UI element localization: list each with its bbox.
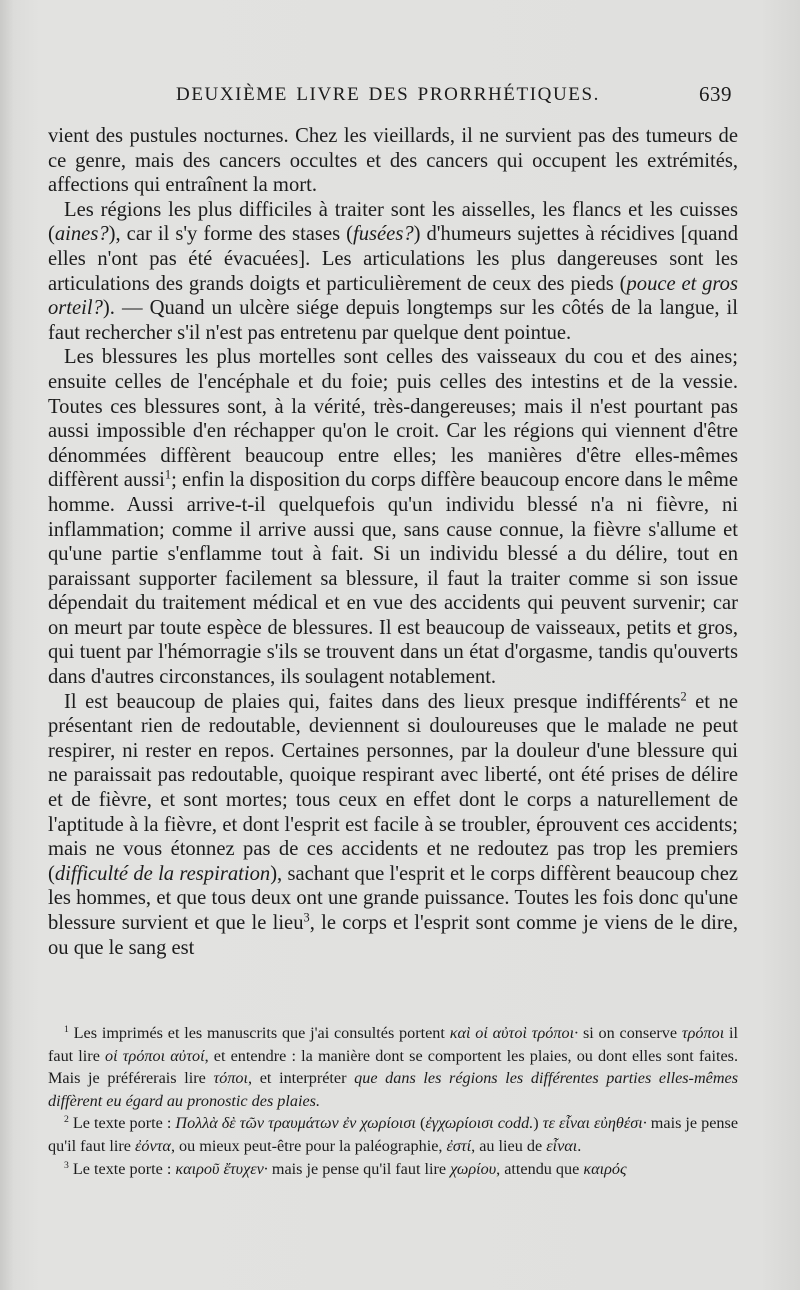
footnote-text: si on conserve [578,1024,682,1042]
paragraph-text: ), sachant que l'esprit et le corps diffèrent beaucoup chez les hommes, et que tous deux ont une grande puissance. Toutes les fois donc qu'une blessure survient et que le lieu [48,862,738,934]
greek-text: χωρίου [450,1159,497,1178]
greek-text: τόποι [213,1069,249,1088]
page-number: 639 [699,82,732,106]
footnote-text: Le texte porte : [68,1159,176,1178]
footnote-text: mais je pense qu'il faut lire [267,1159,451,1178]
footnote-marker: 3 [303,910,310,925]
italic-gloss: codd. [493,1114,534,1133]
footnote-3 [48,1158,738,1181]
footnote-marker: 2 [680,689,687,704]
footnote-number: 1 [64,1024,69,1036]
footnote-text: il faut lire [48,1024,738,1065]
footnote-text: , et interpréter [248,1069,355,1088]
italic-gloss: que dans les régions les différentes parties elles-mêmes diffèrent eu égard au pronostic des plaies. [48,1069,738,1110]
paragraph-text: ), car il s'y forme des stases ( [108,223,353,246]
paragraph-text: , le corps et l'esprit sont comme je viens de le dire, ou que le sang est [48,912,738,959]
greek-text: ἐόντα [134,1136,171,1155]
greek-text: καὶ οἱ αὐτοὶ τρόποι· [449,1024,579,1042]
footnote-text: , attendu que [496,1159,584,1178]
paragraph-text: vient des pustules nocturnes. Chez les vieillards, il ne survient pas des tumeurs de ce genre, mais des cancers occultes et des cancers qui occupent les extrémités, affections qui entraînent la mort. [48,125,738,197]
paragraph [48,345,738,689]
footnote-text: , au lieu de [471,1136,547,1155]
footnote-text: mais je pense qu'il faut lire [48,1114,739,1155]
footnote-text: Les imprimés et les manuscrits que j'ai consultés portent [68,1024,450,1042]
footnote-number: 2 [64,1114,69,1126]
paragraph [48,690,738,961]
footnotes [48,1022,738,1180]
greek-text: οἱ τρόποι αὐτοί [105,1046,205,1065]
greek-text: τε εἶναι εὐηθέσι· [542,1114,647,1133]
paragraph [48,124,738,198]
footnote-marker: 1 [164,467,172,482]
paragraph-text: Il est beaucoup de plaies qui, faites dans des lieux presque indifférents [64,690,681,713]
footnote-2 [48,1112,738,1157]
italic-gloss: aines? [54,223,109,246]
greek-text: τρόποι [681,1024,725,1042]
paragraph-text: Les régions les plus difficiles à traiter sont les aisselles, les flancs et les cuisses ( [48,198,738,246]
paragraph-text: Les blessures les plus mortelles sont celles des vaisseaux du cou et des aines; ensuite celles de l'encéphale et du foie; puis celles des intestins et de la vessie. Toutes ces blessures sont, à la vérité, très-dangereuses; mais il n'est pourtant pas aussi impossible d'en réchapper qu'on le croit. Car les régions qui viennent d'être dénommées diffèrent beaucoup entre elles; les manières d'être elles-mêmes diffèrent aussi [48,346,738,492]
greek-text: εἶναι [546,1136,578,1155]
footnote-text: Le texte porte : [68,1114,176,1133]
greek-text: καιροῦ ἔτυχεν· [175,1159,268,1178]
greek-text: ἐγχωρίοισι [425,1114,494,1133]
paragraph-text: et ne présentant rien de redoutable, deviennent si douloureuses que le malade ne peut respirer, ni rester en repos. Certaines personnes, par la douleur d'une blessure qui ne paraissait pas redoutable, quoique respirant avec liberté, ont été prises de délire et de fièvre, et sont mortes; tous ceux en effet dont le corps a naturellement de l'aptitude à la fièvre, et dont l'esprit est facile à se troubler, éprouvent ces accidents; mais ne vous étonnez pas de ces accidents et ne redoutez pas trop les premiers ( [48,690,738,885]
footnote-text: ( [415,1114,426,1133]
italic-gloss: fusées? [353,223,414,246]
greek-text: ἐστί [446,1136,472,1155]
footnote-number: 3 [64,1159,69,1171]
footnote-text: . [577,1136,582,1155]
paragraph-text: ) d'humeurs sujettes à récidives [quand elles n'ont pas été évacuées]. Les articulations les plus dangereuses sont les articulations des grands doigts et particulièrement de ceux des pieds ( [48,223,738,295]
italic-gloss: pouce et gros orteil? [48,272,738,320]
paragraph-text: ; enfin la disposition du corps diffère beaucoup encore dans le même homme. Aussi arrive-t-il quelquefois qu'un individu blessé n'a ni fièvre, ni inflammation; comme il arrive aussi que, sans cause connue, la fièvre s'allume et qu'une partie s'enflamme tout à fait. Si un individu blessé a du délire, tout en paraissant supporter facilement sa blessure, il faut la traiter comme si son issue dépendait du traitement médical et en vue des accidents qui peuvent survenir; car on meurt par toute espèce de blessures. Il est beaucoup de vaisseaux, petits et gros, qui tuent par l'hémorragie s'ils se trouvent dans un état d'orgasme, tandis qu'ouverts dans d'autres circonstances, ils soulagent notablement. [48,469,738,689]
main-text [48,124,738,960]
greek-text: Πολλὰ δὲ τῶν τραυμάτων ἐν χωρίοισι [175,1114,416,1133]
page-header [48,84,738,112]
footnote-text: ) [533,1114,543,1133]
paragraph [48,198,738,346]
greek-text: καιρός [583,1159,627,1178]
footnote-1 [48,1022,738,1112]
footnote-text: , et entendre : la manière dont se comportent les plaies, ou dont elles sont faites. Mais je préférerais lire [48,1046,738,1088]
running-title: DEUXIÈME LIVRE DES PRORRHÉTIQUES. [176,84,601,105]
footnote-text: , ou mieux peut-être pour la paléographie, [170,1136,447,1155]
italic-gloss: difficulté de la respiration [54,862,271,885]
paragraph-text: ). — Quand un ulcère siége depuis longtemps sur les côtés de la langue, il faut rechercher s'il n'est pas entretenu par quelque dent pointue. [48,297,738,344]
